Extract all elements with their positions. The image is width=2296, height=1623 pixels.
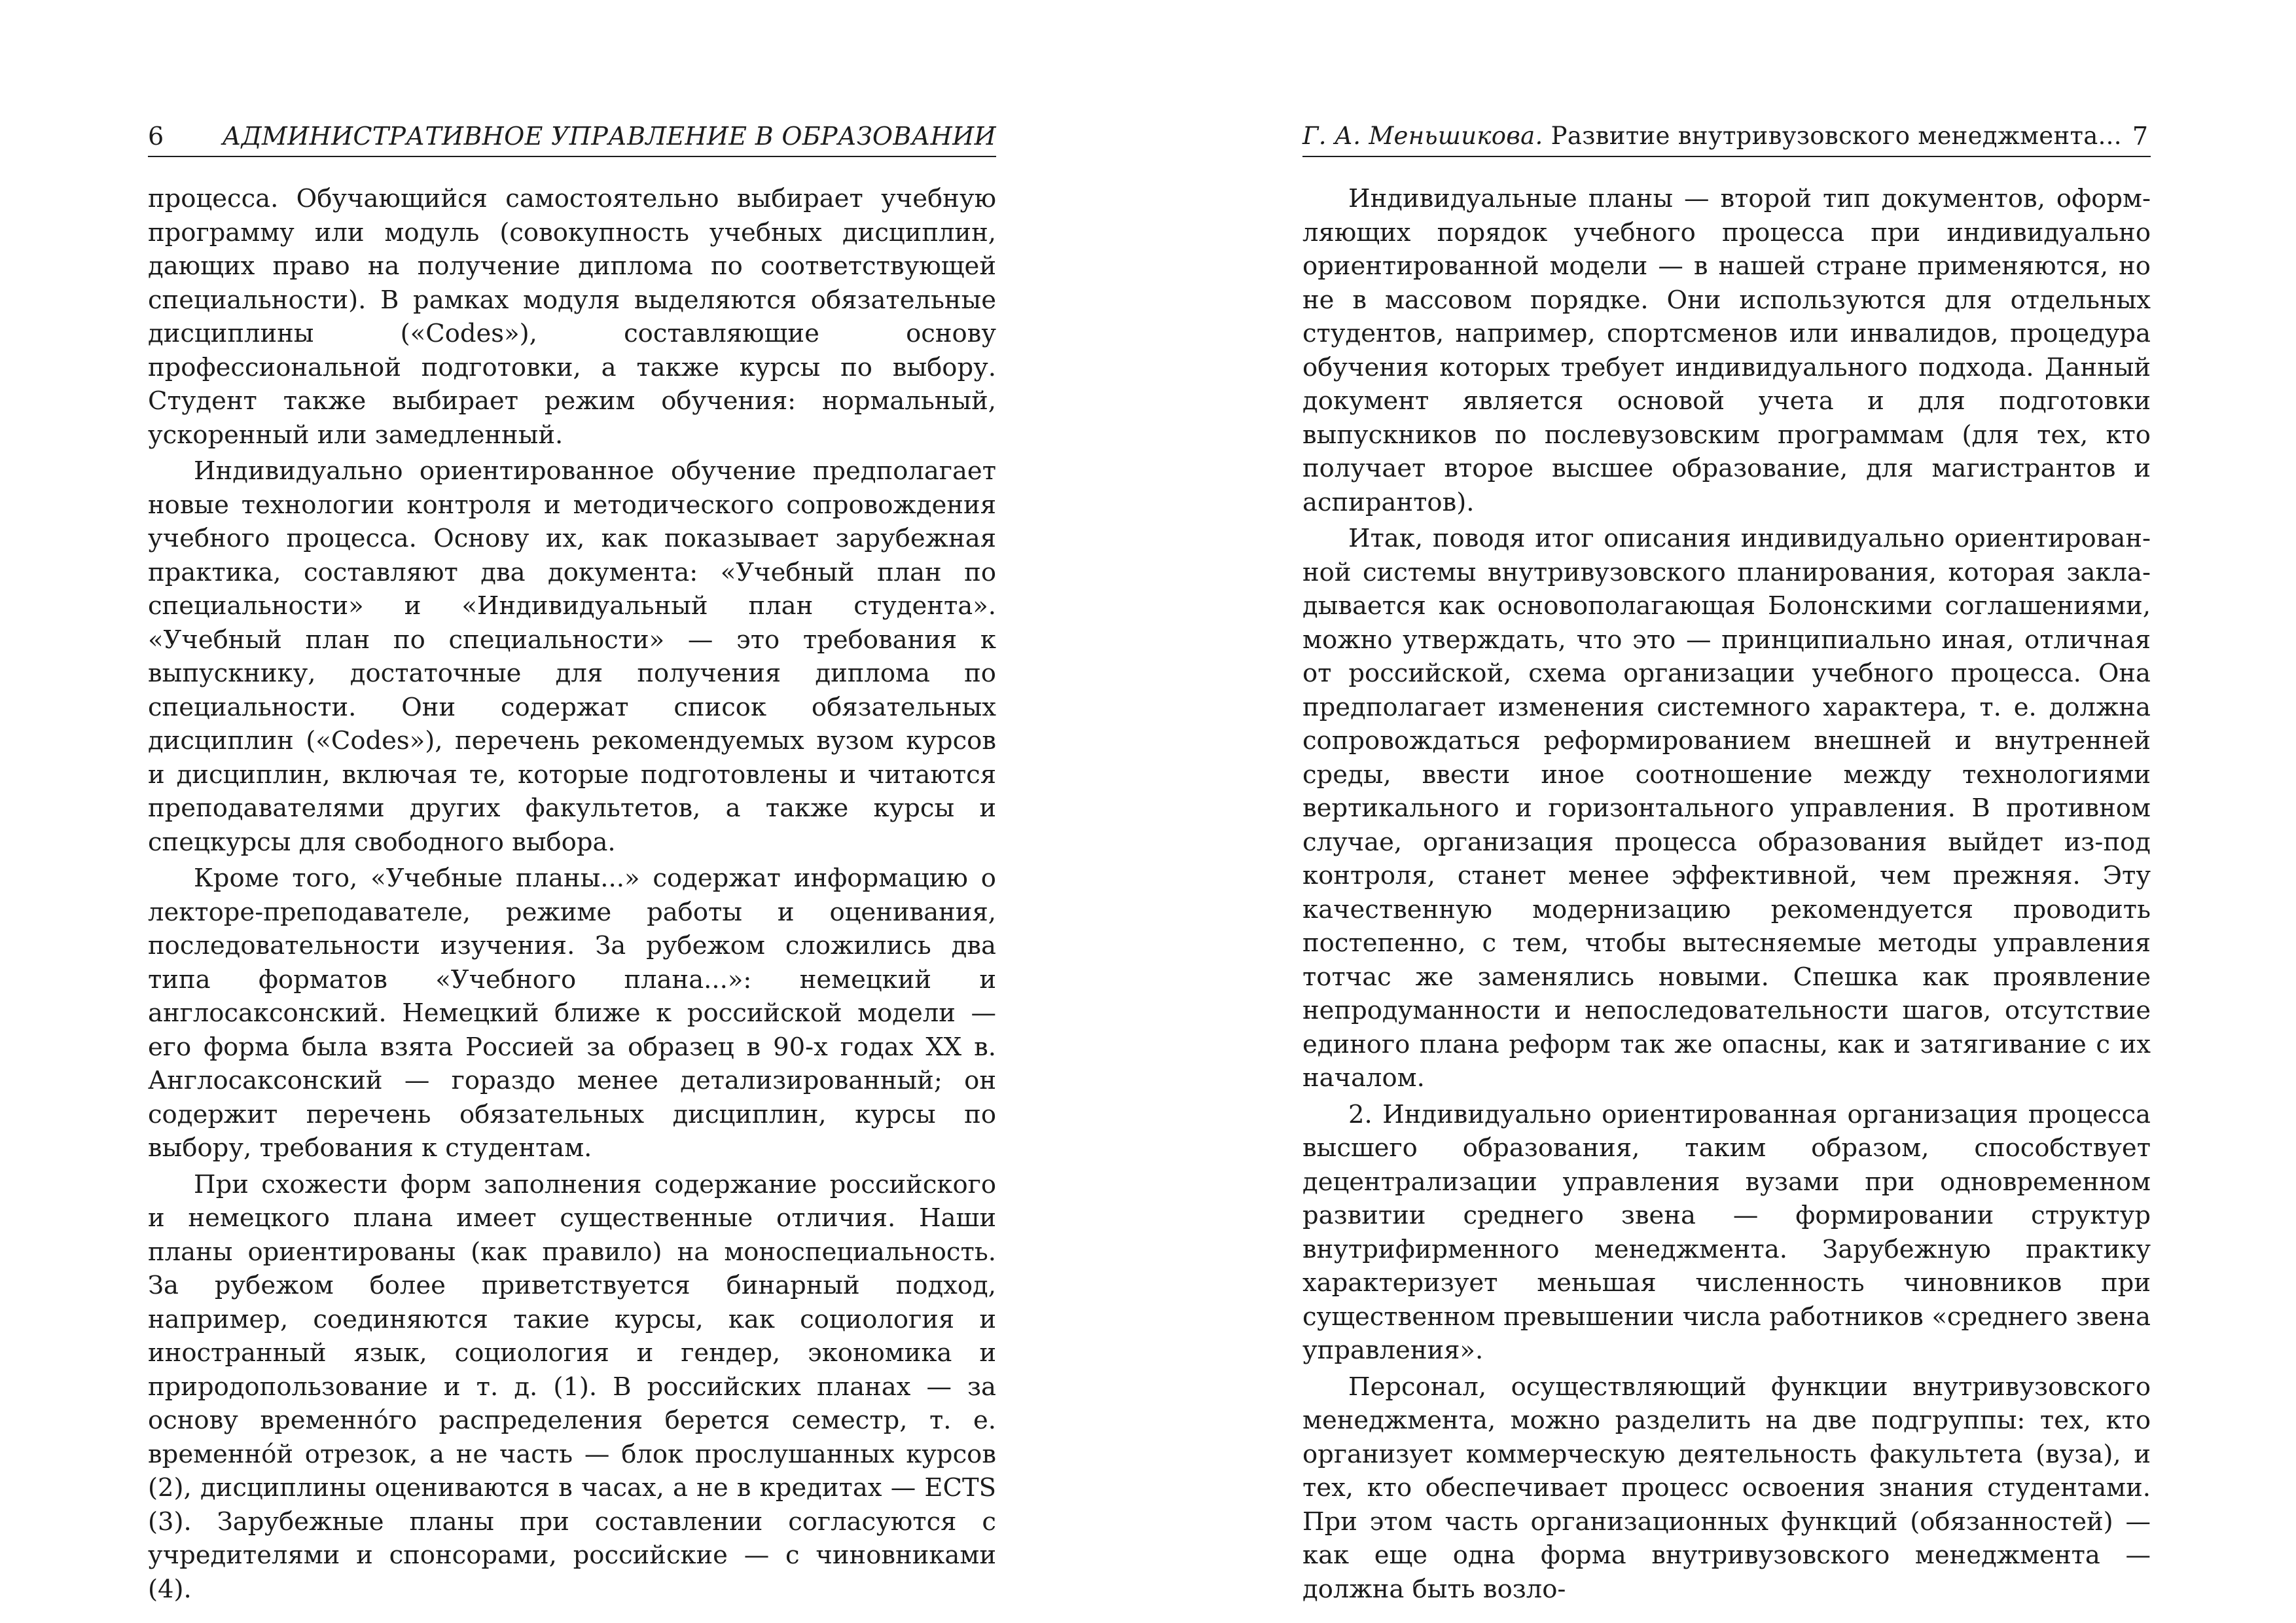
left-running-head <box>148 117 996 157</box>
paragraph: Индивидуальные планы — второй тип документов, оформляющих порядок учебного процесса при индивидуально ориентированной модели — в нашей стране применяются, но не в массовом порядке. Они используются для отдельных студентов, например, спортсменов или инвалидов, процедура обучения которых требует индивидуального подхода. Данный документ является основой учета и для подготовки выпускников по послевузовским программам (для тех, кто получает второе высшее образование, для магистрантов и аспирантов). <box>1302 184 2151 517</box>
paragraph: Итак, поводя итог описания индивидуально ориентированной системы внутривузовского планирования, которая закладывается как основополагающая Болонскими соглашениями, можно утверждать, что это — принципиально иная, отличная от российской, схема организации учебного процесса. Она предполагает изменения системного характера, т. е. должна сопровождаться реформированием внешней и внутренней среды, ввести иное соотношение между технологиями вертикального и горизонтального управления. В противном случае, организация процесса образования выйдет из-под контроля, станет менее эффективной, чем прежняя. Эту качественную модернизацию рекомендуется проводить постепенно, с тем, чтобы вытесняемые методы управления тотчас же заменялись новыми. Спешка как проявление непродуманности и непоследовательности шагов, отсутствие единого плана реформ так же опасны, как и затягивание с их началом. <box>1302 524 2151 1093</box>
paragraph: При схожести форм заполнения содержание российского и немецкого плана имеет существенные отличия. Наши планы ориентированы (как правило) на моноспециальность. За рубежом более приветствуется бинарный подход, например, соединяются такие курсы, как социология и иностранный язык, социология и гендер, экономика и природопользование и т. д. (1). В российских планах — за основу временно́го распределения берется семестр, т. е. временно́й отрезок, а не часть — блок прослушанных курсов (2), дисциплины оцениваются в часах, а не в кредитах — ECTS (3). Зарубежные планы при составлении согласуются с учредителями и спонсорами, российские — с чиновниками (4). <box>148 1169 996 1604</box>
left-page <box>148 0 996 1623</box>
left-page-body <box>148 182 996 1609</box>
right-page <box>1302 0 2151 1623</box>
running-work-title: Развитие внутривузовского менеджмента... <box>1551 122 2122 150</box>
right-page-body <box>1302 182 2151 1609</box>
paragraph: Кроме того, «Учебные планы...» содержат информацию о лекторе-преподавателе, режиме работы и оценивания, последовательности изучения. За рубежом сложились два типа форматов «Учебного плана...»: немецкий и англосаксонский. Немецкий ближе к российской модели — его форма была взята Россией за образец в 90-х годах XX в. Англосаксонский — гораздо менее детализированный; он содержит перечень обязательных дисциплин, курсы по выбору, требования к студентам. <box>148 864 996 1163</box>
running-author: Г. А. Меньшикова. <box>1302 122 1543 150</box>
paragraph: процесса. Обучающийся самостоятельно выбирает учебную программу или модуль (совокупность учебных дисциплин, дающих право на получение диплома по соответствующей специальности). В рамках модуля выделяются обязательные дисциплины («Codes»), составляющие основу профессиональной подготовки, а также курсы по выбору. Студент также выбирает режим обучения: нормальный, ускоренный или замедленный. <box>148 184 996 450</box>
left-running-title: АДМИНИСТРАТИВНОЕ УПРАВЛЕНИЕ В ОБРАЗОВАНИИ <box>222 122 996 151</box>
paragraph: 2. Индивидуально ориентированная организация процесса высшего образования, таким образом, способствует децентрализации управления вузами при одновременном развитии среднего звена — формировании структур внутрифирменного менеджмента. Зарубежную практику характеризует меньшая численность чиновников при существенном превышении числа работников «среднего звена управления». <box>1302 1099 2151 1365</box>
paragraph: Персонал, осуществляющий функции внутривузовского менеджмента, можно разделить на две подгруппы: тех, кто организует коммерческую деятельность факультета (вуза), и тех, кто обеспечивает процесс освоения знания студентами. При этом часть организационных функций (обязанностей) — как еще одна форма внутривузовского менеджмента — должна быть возло- <box>1302 1372 2151 1604</box>
left-page-number: 6 <box>148 122 164 151</box>
right-page-number: 7 <box>2132 122 2148 151</box>
paragraph: Индивидуально ориентированное обучение предполагает новые технологии контроля и методического сопровождения учебного процесса. Основу их, как показывает зарубежная практика, составляют два документа: «Учебный план по специальности» и «Индивидуальный план студента». «Учебный план по специальности» — это требования к выпускнику, достаточные для получения диплома по специальности. Они содержат список обязательных дисциплин («Codes»), перечень рекомендуемых вузом курсов и дисциплин, включая те, которые подготовлены и читаются преподавателями других факультетов, а также курсы и спецкурсы для свободного выбора. <box>148 456 996 857</box>
right-running-title <box>1302 117 2122 156</box>
right-running-head <box>1302 117 2151 157</box>
